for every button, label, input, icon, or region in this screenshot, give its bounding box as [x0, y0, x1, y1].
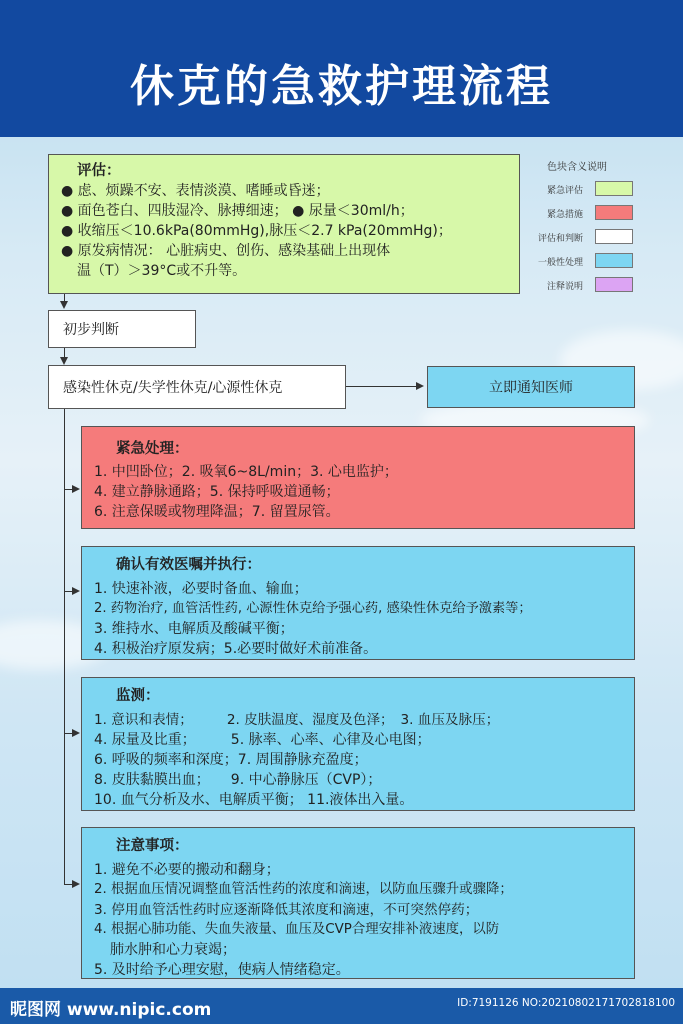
footer-id: ID:7191126 NO:20210802171702818100	[457, 997, 675, 1009]
assessment-line: ● 面色苍白、四肢湿冷、脉搏细速； ● 尿量＜30ml/h；	[61, 203, 414, 219]
monitoring-box	[81, 677, 635, 811]
notes-title: 注意事项：	[116, 838, 189, 854]
monitoring-line: 4. 尿量及比重； 5. 脉率、心率、心律及心电图；	[94, 732, 431, 748]
connector-arrow	[60, 357, 68, 365]
monitoring-line: 8. 皮肤黏膜出血； 9. 中心静脉压（CVP）；	[94, 772, 382, 788]
preliminary-judgment-label: 初步判断	[63, 322, 119, 338]
notes-line: 5. 及时给予心理安慰，使病人情绪稳定。	[94, 962, 350, 978]
medical-orders-line: 2. 药物治疗, 血管活性药, 心源性休克给予强心药, 感染性休克给予激素等；	[94, 601, 532, 616]
medical-orders-line: 3. 维持水、电解质及酸碱平衡；	[94, 621, 294, 637]
assessment-title: 评估：	[77, 163, 121, 179]
assessment-line: ● 原发病情况： 心脏病史、创伤、感染基础上出现体	[61, 243, 391, 259]
page-header	[0, 0, 683, 137]
notes-line: 3. 停用血管活性药时应逐渐降低其浓度和滴速，不可突然停药；	[94, 902, 479, 918]
emergency-handling-box	[81, 426, 635, 529]
emergency-handling-line: 6. 注意保暖或物理降温；7. 留置尿管。	[94, 504, 340, 520]
notes-line: 4. 根据心肺功能、失血失液量、血压及CVP合理安排补液速度，以防	[94, 922, 500, 937]
legend-swatch-white	[595, 229, 633, 244]
legend-title: 色块含义说明	[547, 162, 607, 173]
legend-label-general-treatment: 一般性处理	[538, 258, 584, 268]
shock-types-label: 感染性休克/失学性休克/心源性休克	[63, 380, 283, 396]
footer-brand[interactable]: 昵图网 www.nipic.com	[10, 1000, 212, 1020]
main-flow-line	[64, 409, 65, 884]
emergency-handling-line: 4. 建立静脉通路；5. 保持呼吸道通畅；	[94, 484, 340, 500]
monitoring-title: 监测：	[116, 688, 160, 704]
medical-orders-line: 4. 积极治疗原发病；5.必要时做好术前准备。	[94, 641, 378, 657]
medical-orders-line: 1. 快速补液，必要时备血、输血；	[94, 581, 308, 597]
connector-arrow	[60, 301, 68, 309]
legend-swatch-red	[595, 205, 633, 220]
connector-arrow	[72, 587, 80, 595]
assessment-line: ● 收缩压＜10.6kPa(80mmHg),脉压＜2.7 kPa(20mmHg)；	[61, 223, 452, 239]
assessment-line: ● 虑、烦躁不安、表情淡漠、嗜睡或昏迷；	[61, 183, 330, 199]
legend-swatch-blue	[595, 253, 633, 268]
legend-label-emergency-measures: 紧急措施	[547, 210, 584, 220]
monitoring-line: 1. 意识和表情； 2. 皮肤温度、湿度及色泽； 3. 血压及脉压；	[94, 712, 500, 728]
connector-arrow	[72, 880, 80, 888]
footer-bar	[0, 988, 683, 1024]
assessment-box	[48, 154, 520, 294]
medical-orders-title: 确认有效医嘱并执行：	[116, 557, 261, 573]
shock-types-box	[48, 365, 346, 409]
emergency-handling-line: 1. 中凹卧位；2. 吸氧6~8L/min；3. 心电监护；	[94, 464, 398, 480]
connector-line	[346, 386, 418, 387]
legend-label-notes: 注释说明	[547, 282, 584, 292]
emergency-handling-title: 紧急处理：	[116, 441, 189, 457]
connector-arrow	[72, 729, 80, 737]
notes-line: 2. 根据血压情况调整血管活性药的浓度和滴速，以防血压骤升或骤降；	[94, 882, 513, 897]
notes-line: 1. 避免不必要的搬动和翻身；	[94, 862, 280, 878]
monitoring-line: 10. 血气分析及水、电解质平衡； 11.液体出入量。	[94, 792, 414, 808]
page-title: 休克的急救护理流程	[130, 61, 553, 112]
notes-line: 肺水肿和心力衰竭；	[110, 942, 236, 958]
notify-doctor-box	[427, 366, 635, 408]
legend-swatch-green	[595, 181, 633, 196]
preliminary-judgment-box	[48, 310, 196, 348]
legend-label-assessment-judgment: 评估和判断	[538, 234, 584, 244]
legend-label-emergency-assessment: 紧急评估	[547, 186, 584, 196]
connector-arrow	[416, 382, 424, 390]
assessment-line: 温（T）＞39°C或不升等。	[77, 263, 247, 279]
connector-arrow	[72, 485, 80, 493]
monitoring-line: 6. 呼吸的频率和深度；7. 周围静脉充盈度；	[94, 752, 368, 768]
notify-doctor-label: 立即通知医师	[489, 380, 573, 396]
medical-orders-box	[81, 546, 635, 660]
notes-box	[81, 827, 635, 979]
legend-swatch-purple	[595, 277, 633, 292]
